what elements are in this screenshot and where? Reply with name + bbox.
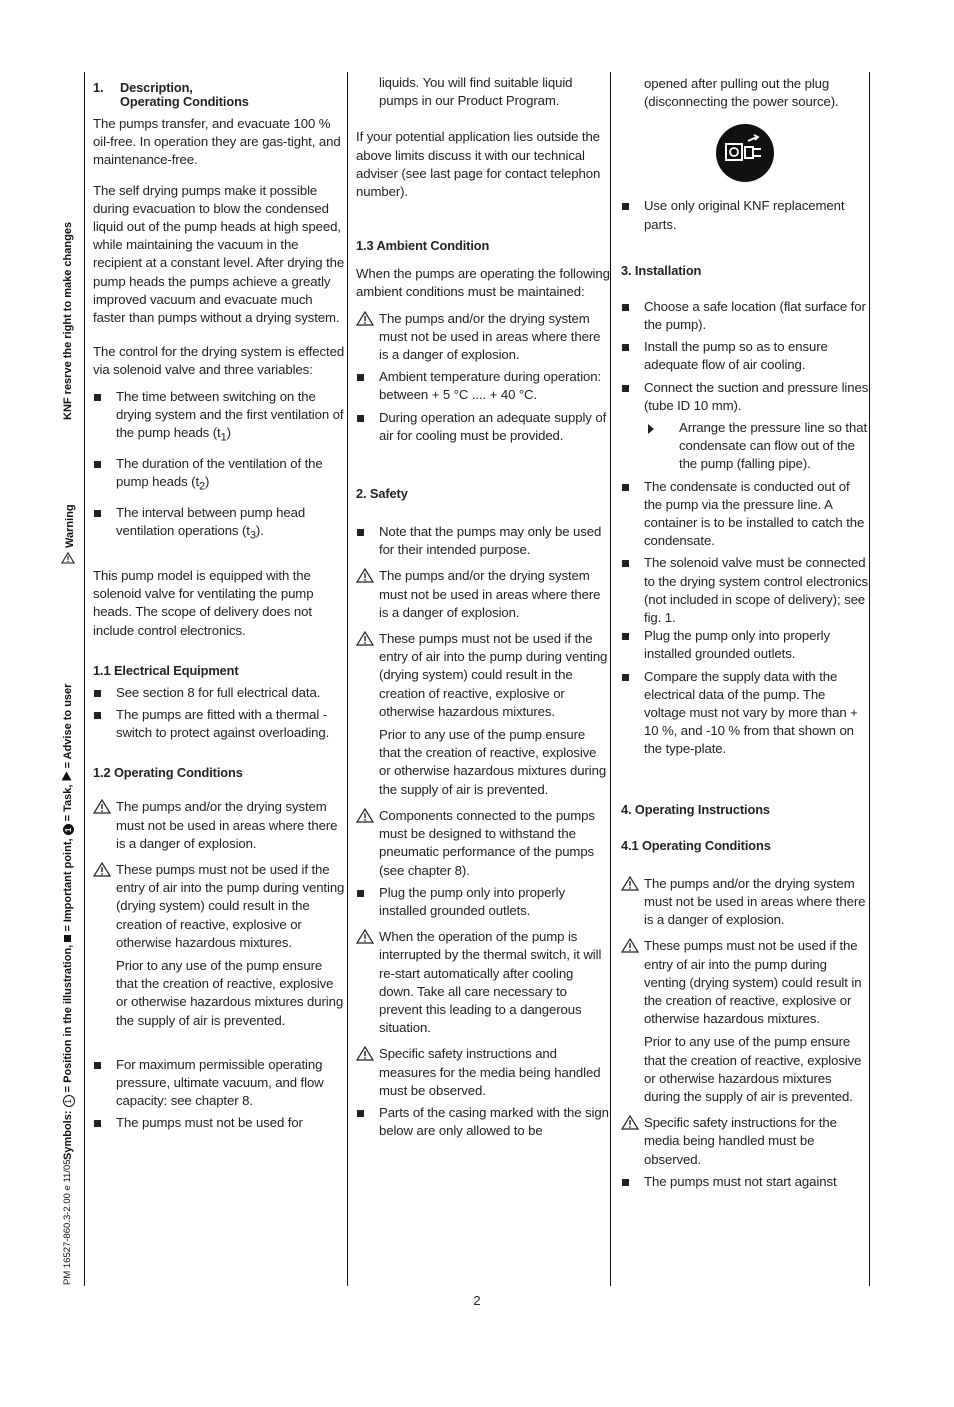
warning-icon [621,876,639,891]
warning-icon [356,929,374,944]
warning-icon [356,808,374,823]
bullet-icon [622,304,629,311]
paragraph: The self drying pumps make it possible during evacuation to blow the condensed liquid out of the pump heads at high speed, while maintaining the vacuum in the recipient at a constant level. After drying the pump heads the pumps achieve a greatly improved vacuum and evacuate much faster than pumps without a drying system. [93,182,345,326]
warning-icon [356,631,374,646]
warning-block: The pumps and/or the drying system must not be used in areas where there is a danger of explosion. [621,875,869,930]
list-item: The condensate is conducted out of the pump via the pressure line. A container is to be installed to catch the condensate. [621,478,869,551]
warning-block: When the operation of the pump is interrupted by the thermal switch, it will re-start automatically after cooling down. Take all care necessary to prevent this leading to a dangerous situation. [356,928,610,1037]
bullet-icon [357,415,364,422]
heading-1-3: 1.3 Ambient Condition [356,238,490,254]
warning-block: Specific safety instructions and measures for the media being handled must be observed. [356,1045,610,1100]
list-item: Plug the pump only into properly installed grounded outlets. [621,627,869,663]
heading-1: 1. Description, Operating Conditions [93,80,249,109]
column-1 [84,72,347,1286]
warning-block: Specific safety instructions for the media being handled must be observed. [621,1114,869,1169]
list-item: Ambient temperature during operation: between + 5 °C .... + 40 °C. [356,368,610,404]
bullet-icon [622,203,629,210]
position-number-icon: 1 [63,1095,75,1107]
list-item: See section 8 for full electrical data. [93,684,347,702]
bullet-icon [357,529,364,536]
warning-icon [93,799,111,814]
disclaimer-text: KNF resrve the right to make changes [62,221,74,420]
list-item: The pumps must not be used for [93,1114,347,1132]
bullet-icon [357,1110,364,1117]
list-item: The interval between pump head ventilation operations $(t_3)$. [93,504,347,545]
warning-block: The pumps and/or the drying system must not be used in areas where there is a danger of explosion. [356,310,610,365]
paragraph: The pumps transfer, and evacuate 100 % oil-free. In operation they are gas-tight, and maintenance-free. [93,116,341,168]
bullet-icon [622,633,629,640]
warning-icon [61,552,75,564]
warning-block: Components connected to the pumps must be designed to withstand the pneumatic performance of the pumps (see chapter 8). [356,807,610,880]
warning-icon [356,1046,374,1061]
paragraph: liquids. You will find suitable liquid pumps in our Product Program. [379,75,573,109]
bullet-icon [357,374,364,381]
list-item: Use only original KNF replacement parts. [621,197,869,233]
column-3 [610,72,870,1286]
bullet-icon [622,674,629,681]
symbols-text-2: = Important point, [62,835,74,935]
paragraph: opened after pulling out the plug (disconnecting the power source). [644,76,839,110]
heading-2: 2. Safety [356,486,408,502]
heading-3: 3. Installation [621,262,702,278]
important-point-icon [64,935,71,942]
list-item: Arrange the pressure line so that condensate can flow out of the the pump (falling pipe). [621,419,869,474]
heading-4-1: 4.1 Operating Conditions [621,837,771,853]
warning-icon [93,862,111,877]
disconnect-plug-icon [715,123,775,183]
bullet-icon [94,461,101,468]
paragraph: Prior to any use of the pump ensure that the creation of reactive, explosive or otherwise hazardous mixtures during the supply of air is prevented. [644,1034,862,1104]
list-item: Install the pump so as to ensure adequate flow of air cooling. [621,338,869,374]
bullet-icon [94,1062,101,1069]
warning-block: These pumps must not be used if the entry of air into the pump during venting (drying system) could result in the creation of reactive, explosive or otherwise hazardous mixtures. [93,861,347,952]
bullet-icon [94,394,101,401]
bullet-icon [622,560,629,567]
warning-block: These pumps must not be used if the entry of air into the pump during venting (drying system) could result in the creation of reactive, explosive or otherwise hazardous mixtures. [621,937,869,1028]
list-item: Connect the suction and pressure lines (tube ID 10 mm). [621,379,869,415]
symbols-text-3: = Task, [62,781,74,825]
warning-block: These pumps must not be used if the entry of air into the pump during venting (drying system) could result in the creation of reactive, explosive or otherwise hazardous mixtures. [356,630,610,721]
bullet-icon [94,1120,101,1127]
warning-icon [356,311,374,326]
task-arrow-icon [648,424,654,434]
bullet-icon [622,385,629,392]
bullet-icon [622,344,629,351]
warning-block: The pumps and/or the drying system must not be used in areas where there is a danger of explosion. [93,798,347,853]
bullet-icon [94,690,101,697]
warning-block: The pumps and/or the drying system must not be used in areas where there is a danger of explosion. [356,567,610,622]
warning-icon [356,568,374,583]
list-item: During operation an adequate supply of air for cooling must be provided. [356,409,610,445]
paragraph: This pump model is equipped with the solenoid valve for ventilating the pump heads. The scope of delivery does not include control electronics. [93,567,314,638]
warning-text: Warning [64,504,76,548]
warning-icon [621,1115,639,1130]
warning-label [62,504,76,565]
paragraph: The control for the drying system is effected via solenoid valve and three variables: [93,344,345,378]
list-item: The pumps must not start against [621,1173,869,1191]
bullet-icon [94,510,101,517]
list-item: Note that the pumps may only be used for their intended purpose. [356,523,610,559]
symbols-text-1: = Position in the illustration, [62,941,74,1096]
list-item: Plug the pump only into properly installed grounded outlets. [356,884,610,920]
bullet-icon [622,1179,629,1186]
list-item: The duration of the ventilation of the pump heads $(t_2)$ [93,455,347,496]
list-item: For maximum permissible operating pressure, ultimate vacuum, and flow capacity: see chapter 8. [93,1056,347,1111]
column-2 [347,72,610,1286]
symbols-legend [62,684,75,1160]
paragraph: Prior to any use of the pump ensure that the creation of reactive, explosive or otherwise hazardous mixtures during the supply of air is prevented. [116,958,344,1028]
bullet-icon [622,484,629,491]
heading-1-1: 1.1 Electrical Equipment [93,662,239,678]
bullet-icon [94,712,101,719]
paragraph: If your potential application lies outside the above limits discuss it with our technical adviser (see last page for contact telephon number). [356,129,601,200]
list-item: The time between switching on the drying system and the first ventilation of the pump heads $(t_1)$ [93,388,347,447]
list-item: Compare the supply data with the electrical data of the pump. The voltage must not vary by more than + 10 %, and -10 % from that shown on the type-plate. [621,668,869,759]
task-icon: 1 [63,824,74,835]
list-item: The pumps are fitted with a thermal -switch to protect against overloading. [93,706,347,742]
symbols-label: Symbols: [62,1110,74,1160]
symbols-text-4: = Advise to user [62,683,74,772]
heading-4: 4. Operating Instructions [621,801,770,817]
warning-icon [621,938,639,953]
list-item: Choose a safe location (flat surface for the pump). [621,298,869,334]
page-number: 2 [473,1293,481,1308]
document-id: PM 16527-860.3-2.00 e 11/05 [62,1159,73,1285]
paragraph: When the pumps are operating the following ambient conditions must be maintained: [356,266,610,300]
advise-arrow-icon [62,772,72,781]
heading-1-2: 1.2 Operating Conditions [93,765,243,781]
list-item: The solenoid valve must be connected to the drying system control electronics (not included in scope of delivery); see fig. 1. [621,554,869,627]
paragraph: Prior to any use of the pump ensure that the creation of reactive, explosive or otherwise hazardous mixtures during the supply of air is prevented. [379,727,607,797]
list-item: Parts of the casing marked with the sign below are only allowed to be [356,1104,610,1140]
bullet-icon [357,890,364,897]
